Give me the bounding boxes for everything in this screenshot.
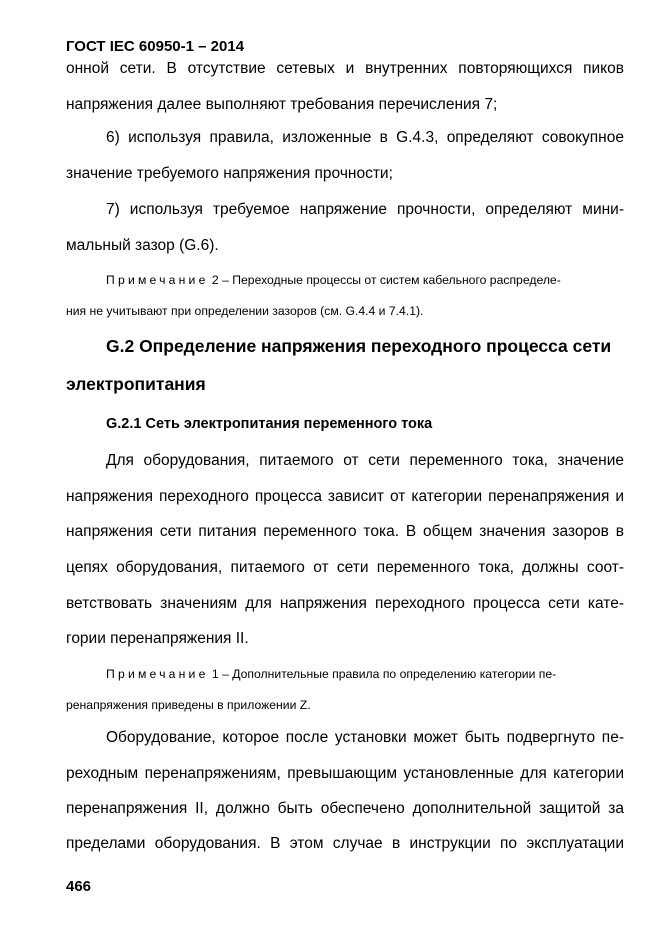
subsection-heading: G.2.1 Сеть электропитания переменного тока: [106, 416, 433, 432]
text-line: онной сети. В отсутствие сетевых и внутренних повторяющихся пиков: [66, 60, 624, 77]
note-label: Примечание: [106, 667, 209, 681]
note-text: 2 – Переходные процессы от систем кабельного распределе-: [208, 273, 561, 287]
note-2: [106, 273, 561, 287]
paragraph-line: реходным перенапряжениям, превышающим установленные для категории: [66, 765, 624, 782]
note-1: [106, 667, 556, 681]
note-2-continuation: ния не учитывают при определении зазоров (см. G.4.4 и 7.4.1).: [66, 304, 424, 318]
section-heading-continuation: электропитания: [66, 374, 206, 394]
list-item-7: 7) используя требуемое напряжение прочности, определяют мини-: [106, 201, 624, 218]
paragraph-line: ветствовать значениям для напряжения переходного процесса сети кате-: [66, 595, 624, 612]
text-line: значение требуемого напряжения прочности;: [66, 165, 393, 182]
paragraph-line: Для оборудования, питаемого от сети переменного тока, значение: [106, 452, 624, 469]
text-line: мальный зазор (G.6).: [66, 237, 219, 254]
document-header: ГОСТ IEC 60950-1 – 2014: [66, 38, 245, 55]
paragraph-line: перенапряжения II, должно быть обеспечено дополнительной защитой за: [66, 800, 624, 817]
note-label: Примечание: [106, 273, 209, 287]
list-item-6: 6) используя правила, изложенные в G.4.3, определяют совокупное: [106, 129, 624, 146]
paragraph-line: Оборудование, которое после установки может быть подвергнуто пе-: [106, 729, 624, 746]
paragraph-line: цепях оборудования, питаемого от сети переменного тока, должны соот-: [66, 559, 624, 576]
note-1-continuation: ренапряжения приведены в приложении Z.: [66, 698, 311, 712]
paragraph-line: напряжения сети питания переменного тока. В общем значения зазоров в: [66, 523, 624, 540]
text-line: напряжения далее выполняют требования перечисления 7;: [66, 96, 498, 113]
note-text: 1 – Дополнительные правила по определению категории пе-: [208, 667, 557, 681]
paragraph-line: напряжения переходного процесса зависит от категории перенапряжения и: [66, 488, 624, 505]
section-heading: G.2 Определение напряжения переходного процесса сети: [106, 336, 612, 356]
paragraph-line: пределами оборудования. В этом случае в инструкции по эксплуатации: [66, 835, 624, 852]
paragraph-line: гории перенапряжения II.: [66, 630, 249, 647]
page-number: 466: [66, 878, 92, 895]
